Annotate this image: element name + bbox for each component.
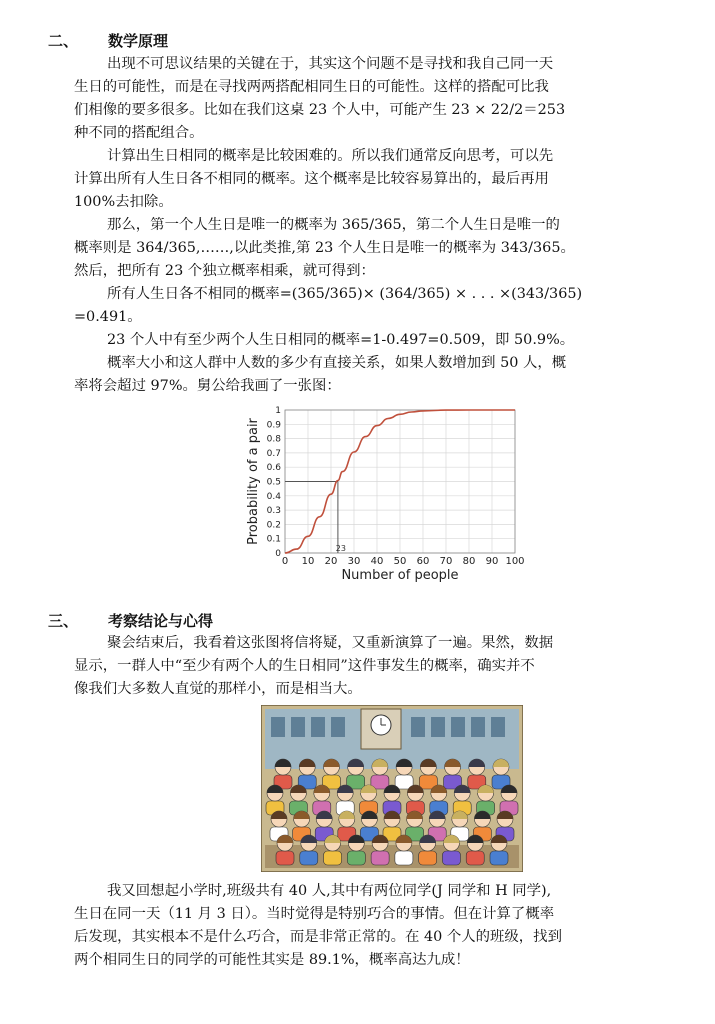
x-tick-label: 10 [301, 556, 315, 567]
x-tick-label: 60 [416, 556, 430, 567]
x-tick-labels [282, 556, 525, 567]
paragraph-line: =0.491。 [74, 309, 142, 325]
person-body [371, 851, 389, 865]
paragraph-line: 100%去扣除。 [74, 194, 173, 210]
y-tick-label: 0.2 [266, 520, 281, 531]
person-body [300, 851, 318, 865]
section-2-title: 数学原理 [108, 32, 169, 50]
x-tick-label: 100 [505, 556, 525, 567]
x-tick-label: 40 [370, 556, 384, 567]
paragraph-line: 那么，第一个人生日是唯一的概率为 365/365，第二个人生日是唯一的 [107, 217, 560, 233]
person-body [276, 851, 294, 865]
x-tick-label: 50 [393, 556, 407, 567]
paragraph-line: 两个相同生日的同学的可能性其实是 89.1%，概率高达九成！ [74, 952, 470, 968]
paragraph-line: 像我们大多数人直觉的那样小，而是相当大。 [74, 681, 362, 697]
y-tick-label: 0.4 [266, 491, 281, 502]
paragraph-line: 后发现，其实根本不是什么巧合，而是非常正常的。在 40 个人的班级，找到 [74, 929, 562, 945]
section-3-heading [48, 610, 213, 631]
y-axis-label: Probability of a pair [246, 418, 261, 545]
person-body [466, 851, 484, 865]
paragraph-line: 23 个人中有至少两个人生日相同的概率=1-0.497=0.509，即 50.9%。 [107, 332, 575, 348]
x-tick-label: 80 [462, 556, 476, 567]
y-tick-label: 0.1 [266, 534, 281, 545]
x-tick-label: 70 [439, 556, 453, 567]
person-body [347, 851, 365, 865]
x-tick-label: 20 [324, 556, 338, 567]
paragraph-line: 计算出生日相同的概率是比较困难的。所以我们通常反向思考，可以先 [107, 148, 554, 164]
y-tick-labels [267, 406, 282, 559]
y-tick-label: 0.9 [266, 420, 281, 431]
section-2-number: 二、 [48, 32, 79, 50]
chart-svg [243, 401, 525, 583]
y-tick-label: 1 [275, 406, 281, 416]
y-tick-label: 0 [275, 549, 281, 559]
class-photo-illustration [261, 705, 523, 872]
section-2-heading [48, 30, 168, 51]
paragraph-line: 所有人生日各不相同的概率=(365/365)× (364/365) × . . . ×(343/365) [107, 286, 583, 302]
paragraph-line: 出现不可思议结果的关键在于，其实这个问题不是寻找和我自己同一天 [107, 56, 554, 72]
section-3-title: 考察结论与心得 [108, 612, 214, 630]
person-body [490, 851, 508, 865]
birthday-probability-chart [243, 401, 525, 583]
x-tick-label: 90 [485, 556, 499, 567]
y-tick-label: 0.8 [266, 434, 281, 445]
paragraph-line: 概率大小和这人群中人数的多少有直接关系，如果人数增加到 50 人，概 [107, 355, 567, 371]
paragraph-line: 率将会超过 97%。舅公给我画了一张图： [74, 378, 341, 394]
x-tick-label: 30 [347, 556, 361, 567]
paragraph-line: 种不同的搭配组合。 [74, 125, 204, 141]
person-body [395, 851, 413, 865]
y-tick-label: 0.6 [266, 463, 281, 474]
marker-label: 23 [335, 544, 346, 553]
paragraph-line: 生日在同一天（11 月 3 日）。当时觉得是特别巧合的事情。但在计算了概率 [74, 906, 555, 922]
paragraph-line: 然后，把所有 23 个独立概率相乘，就可得到： [74, 263, 375, 279]
y-tick-label: 0.7 [266, 448, 281, 459]
x-tick-label: 0 [281, 556, 289, 567]
paragraph-line: 们相像的要多很多。比如在我们这桌 23 个人中，可能产生 23 × 22/2＝253 [74, 102, 566, 118]
y-tick-label: 0.5 [266, 477, 281, 488]
paragraph-line: 显示，一群人中“至少有两个人的生日相同”这件事发生的概率，确实并不 [74, 658, 535, 674]
person-body [324, 851, 342, 865]
paragraph-line: 聚会结束后，我看着这张图将信将疑，又重新演算了一遍。果然，数据 [107, 635, 554, 651]
paragraph-line: 概率则是 364/365,……,以此类推,第 23 个人生日是唯一的概率为 343/365。 [74, 240, 575, 256]
person-body [442, 851, 460, 865]
cartoon-class-photo [261, 705, 523, 872]
y-tick-label: 0.3 [266, 506, 281, 517]
paragraph-line: 生日的可能性，而是在寻找两两搭配相同生日的可能性。这样的搭配可比我 [74, 79, 549, 95]
marker-lines [285, 482, 338, 554]
x-axis-label: Number of people [341, 568, 459, 583]
section-3-number: 三、 [48, 612, 79, 630]
paragraph-line: 计算出所有人生日各不相同的概率。这个概率是比较容易算出的，最后再用 [74, 171, 549, 187]
paragraph-line: 我又回想起小学时,班级共有 40 人,其中有两位同学(J 同学和 H 同学), [107, 883, 552, 899]
person-body [419, 851, 437, 865]
